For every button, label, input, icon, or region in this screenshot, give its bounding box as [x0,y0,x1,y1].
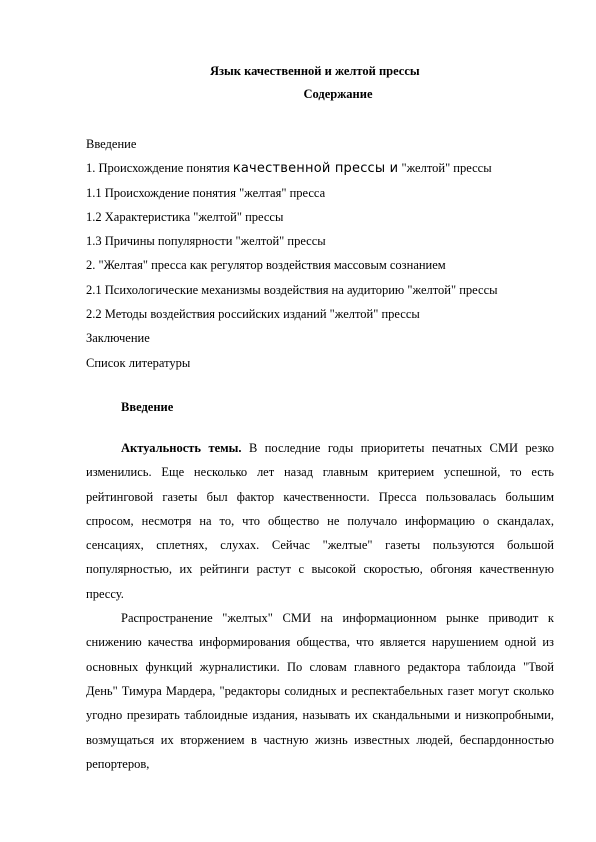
toc-item [86,253,566,277]
paragraph-text: В последние годы приоритеты печатных СМИ резко изменились. Еще несколько лет назад главным критерием успешной, то есть рейтинговой газеты был фактор качественности. Пресса пользовалась большим спросом, несмотря на то, что общество не получало информацию о скандалах, сенсациях, сплетнях, слухах. Сейчас "желтые" газеты пользуются большой популярностью, их рейтинги растут с высокой скоростью, обгоняя качественную прессу. [86,441,554,601]
intro-heading: Введение [121,400,174,414]
toc-item-text: 1.2 Характеристика "желтой" прессы [86,209,284,224]
toc-item [86,302,566,326]
toc-item-text: Список литературы [86,355,191,370]
toc-item-text: 2.1 Психологические механизмы воздействия на аудиторию "желтой" прессы [86,282,498,297]
paragraph-lead: Актуальность темы. [121,441,242,455]
document-title: Язык качественной и желтой прессы [210,64,420,78]
toc-item [86,229,566,253]
table-of-contents [86,132,566,375]
paragraph-text: Распространение "желтых" СМИ на информационном рынке приводит к снижению качества информирования общества, что является нарушением одной из основных функций журналистики. По словам главного редактора таблоида "Твой День" Тимура Мардера, "редакторы солидных и респектабельных газет могут сколько угодно презирать таблоидные издания, называть их скандальными и низкопробными, возмущаться их вторжением в частную жизнь известных людей, беспардонностью репортеров, [86,611,554,771]
toc-item [86,156,566,180]
toc-item-text: 1.1 Происхождение понятия "желтая" пресса [86,185,326,200]
toc-item-text-sans: качественной прессы и [232,161,399,177]
toc-item [86,278,566,302]
toc-item-text: 1. Происхождение понятия [86,161,233,176]
toc-item-text: 2.2 Методы воздействия российских изданий "желтой" прессы [86,307,420,322]
toc-item-text: 1.3 Причины популярности "желтой" прессы [86,234,326,249]
toc-heading: Содержание [303,87,373,101]
toc-item-text-suffix: "желтой" прессы [398,161,492,176]
toc-item [86,351,566,375]
intro-body [86,436,554,776]
toc-item [86,205,566,229]
paragraph [86,606,554,776]
toc-item-text: Заключение [86,331,150,346]
paragraph [86,436,554,606]
toc-item [86,326,566,350]
toc-item-text: Введение [86,137,137,151]
toc-item [86,132,566,156]
toc-item [86,181,566,205]
toc-item-text: 2. "Желтая" пресса как регулятор воздействия массовым сознанием [86,258,446,273]
